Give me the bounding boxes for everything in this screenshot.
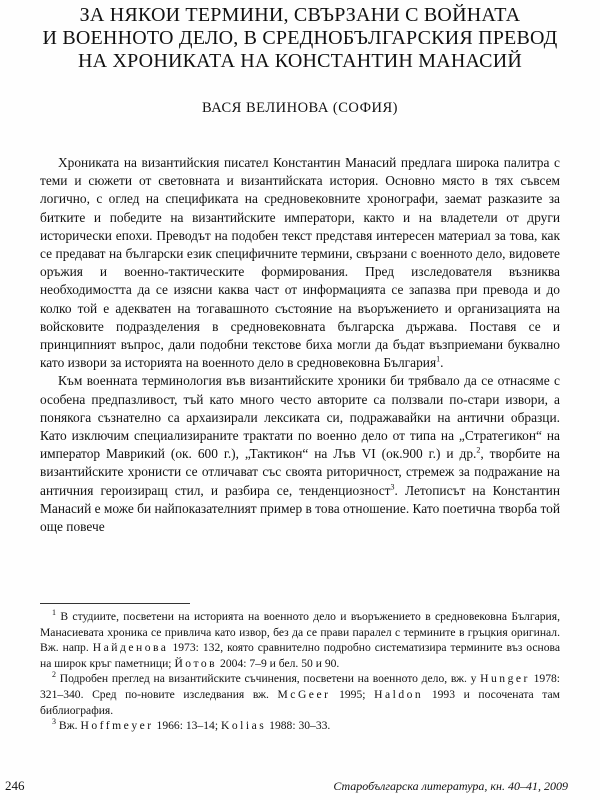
page-number: 246 [5, 778, 25, 793]
title-line-3: НА ХРОНИКАТА НА КОНСТАНТИН МАНАСИЙ [77, 50, 523, 72]
article-body [40, 154, 560, 536]
footnote-ref-3: 3 [390, 482, 395, 492]
paragraph-2-text-b: , творбите на византийските хронисти се отличават със своята риторичност, стремеж за подражание на античния героизиращ стил, и разбира се, тенденциозност [40, 446, 560, 498]
footnote-ref-1: 1 [436, 354, 441, 364]
footnote-1-text-b: 1973: 132, която сравнително подробно систематизира термините въз основа на широк кръг паметници; [40, 641, 560, 670]
footnote-3-author-2: Kolias [220, 719, 267, 733]
footnote-1-author-1: Найденова [92, 641, 169, 655]
paragraph-1-end: . [440, 355, 444, 371]
footnote-divider [40, 603, 190, 604]
footnotes [40, 609, 560, 734]
footnote-3-text-a: Вж. [58, 719, 78, 733]
footnote-2 [40, 671, 560, 718]
footnote-ref-2: 2 [476, 445, 481, 455]
paragraph-2-text-a: Към военната терминология във византийските хроники би трябвало да се отнасяме с особена предпазливост, тъй като много често авторите са ползвали по-стари извори, а понякога съзнателно са архаизирали лексиката си, подражавайки на антични образци. Като изключим специализираните трактати по военно дело от типа на „Стратегикон“ на император Маврикий (ок. 600 г.), „Тактикон“ на Лъв VI (ок.900 г.) и др. [40, 373, 560, 462]
paragraph-1-text: Хрониката на византийския писател Константин Манасий предлага широка палитра с теми и сюжети от световната и византийската история. Основно място в тях съвсем логично, с оглед на спецификата на средновековните хронографи, заемат разказите за битките и победите на византийските императори, както и на владетели от други исторически епохи. Преводът на подобен текст представя интересен материал за това, как се предават на български език специфичните термини, свързани с военното дело, видовете оръжия и военно-тактическите формирования. Пред изследователя възниква необходимостта да се изясни каква част от информацията се запазва при превода и до колко той е адекватен на тогавашното състояние на въоръжението и организацията на войсковите подразделения в средновековната българска държава. Поставя се и принципният въпрос, дали подобни текстове биха могли да бъдат възприемани буквално като извори за историята на военното дело в средновековна България [40, 155, 560, 371]
footnote-1 [40, 609, 560, 671]
footnote-2-author-2: McGeer [277, 687, 331, 701]
footnote-3-mark: 3 [52, 717, 56, 727]
footnote-2-text-d: 1993 и посочената там библиография. [40, 687, 560, 717]
article-author: ВАСЯ ВЕЛИНОВА (СОФИЯ) [202, 100, 398, 116]
footnote-3-author-1: Hoffmeyer [80, 719, 154, 733]
footnote-1-text-a: В студиите, посветени на историята на военното дело и въоръжението в средновековна България, Манасиевата хроника се привлича като извор, без да се прави паралел с термините в гръцкия оригинал. Вж. напр. [40, 610, 560, 655]
footnote-2-mark: 2 [52, 670, 56, 680]
paragraph-2 [40, 372, 560, 536]
footnote-2-text-b: 1978: 321–340. Сред по-новите изследвания вж. [40, 672, 561, 701]
title-line-2: И ВОЕННОТО ДЕЛО, В СРЕДНОБЪЛГАРСКИЯ ПРЕВОД [42, 27, 558, 49]
footnote-2-text-a: Подробен преглед на византийските съчинения, посветени на военното дело, вж. у [59, 672, 477, 686]
paragraph-1 [40, 154, 560, 372]
footnote-2-text-c: 1995; [339, 687, 366, 701]
footnote-2-author-3: Haldon [374, 687, 424, 701]
footnote-3 [40, 718, 560, 734]
article-title [40, 4, 560, 73]
footnote-1-text-c: 2004: 7–9 и бел. 50 и 90. [220, 656, 340, 670]
journal-running-footer: Старобългарска литература, кн. 40–41, 2009 [333, 779, 568, 793]
title-line-1: ЗА НЯКОИ ТЕРМИНИ, СВЪРЗАНИ С ВОЙНАТА [79, 4, 521, 26]
footnote-1-mark: 1 [52, 608, 56, 618]
footnote-2-author-1: Hunger [480, 672, 530, 686]
paragraph-2-text-c: . Летописът на Константин Манасий е може би найпоказателният пример в това отношение. Като поетична творба той още повече [40, 482, 561, 535]
footnote-3-text-b: 1966: 13–14; [156, 719, 219, 733]
footnote-1-author-2: Йотов [174, 656, 218, 670]
footnote-3-text-c: 1988: 30–33. [269, 719, 331, 733]
